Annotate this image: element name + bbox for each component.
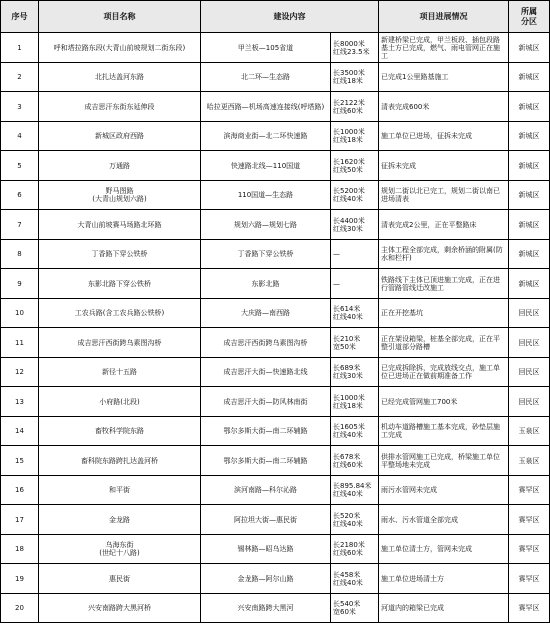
cell-scale: 长4400米 红线30米 [331, 210, 379, 240]
table-row [1, 181, 550, 210]
cell-name: 成吉思汗东街东延伸段 [39, 92, 201, 122]
cell-no: 15 [1, 446, 39, 476]
cell-content: 成吉思汗大街—快速路北线 [201, 358, 331, 387]
cell-district: 新城区 [509, 63, 550, 92]
cell-no: 19 [1, 564, 39, 594]
cell-district: 新城区 [509, 122, 550, 151]
table-row [1, 535, 550, 564]
header-district: 所属 分区 [509, 1, 550, 33]
cell-content: 110国道—生态路 [201, 181, 331, 210]
cell-name: 畜牧科学院东路 [39, 417, 201, 446]
cell-district: 赛罕区 [509, 564, 550, 594]
cell-scale: — [331, 240, 379, 269]
cell-progress: 已完成拆除拆，完成放线交点，施工单位已进场正在做前期准备工作 [379, 358, 509, 387]
table-row [1, 476, 550, 505]
cell-content: 成吉思汗大街—防风林南街 [201, 387, 331, 417]
header-no: 序号 [1, 1, 39, 33]
table-row [1, 269, 550, 299]
table-row [1, 92, 550, 122]
cell-content: 鄂尔多斯大街—南二环辅路 [201, 417, 331, 446]
table-header-row [1, 1, 550, 33]
table-row [1, 122, 550, 151]
cell-name: 新城区政府西路 [39, 122, 201, 151]
cell-name: 万通路 [39, 151, 201, 181]
table-body [1, 33, 550, 623]
cell-scale: 长458米 红线40米 [331, 564, 379, 594]
cell-progress: 规划二街以北已完工，规划二街以南已进场清表 [379, 181, 509, 210]
table-row [1, 210, 550, 240]
cell-district: 回民区 [509, 387, 550, 417]
cell-name: 工农兵路(含工农兵路公铁桥) [39, 299, 201, 328]
cell-district: 回民区 [509, 358, 550, 387]
cell-name: 北扎达盖河东路 [39, 63, 201, 92]
table-row [1, 446, 550, 476]
cell-progress: 施工单位进场清土方 [379, 564, 509, 594]
cell-progress: 已完成1公里路基施工 [379, 63, 509, 92]
cell-progress: 雨水、污水管道全部完成 [379, 505, 509, 535]
cell-progress: 铁路线下主体已顶进施工完成，正在进行管路管线迁改施工 [379, 269, 509, 299]
table-row [1, 328, 550, 358]
table-row [1, 299, 550, 328]
table-row [1, 33, 550, 63]
cell-scale: 长1000米 红线18米 [331, 122, 379, 151]
cell-scale: 长1620米 红线50米 [331, 151, 379, 181]
cell-district: 赛罕区 [509, 505, 550, 535]
cell-name: 惠民街 [39, 564, 201, 594]
cell-progress: 主体工程全部完成，剩余桥涵的附属(防水和栏杆) [379, 240, 509, 269]
cell-progress: 供排水管网施工已完成，桥梁施工单位平整场地未完成 [379, 446, 509, 476]
table-row [1, 564, 550, 594]
cell-district: 玉泉区 [509, 446, 550, 476]
table-row [1, 594, 550, 623]
cell-content: 鄂尔多斯大街—南二环辅路 [201, 446, 331, 476]
cell-no: 4 [1, 122, 39, 151]
cell-district: 新城区 [509, 33, 550, 63]
cell-content: 滨河南路—科尔沁路 [201, 476, 331, 505]
cell-no: 18 [1, 535, 39, 564]
cell-progress: 清表完成600米 [379, 92, 509, 122]
cell-scale: 长2180米 红线60米 [331, 535, 379, 564]
cell-district: 新城区 [509, 92, 550, 122]
cell-no: 6 [1, 181, 39, 210]
cell-scale: 长520米 红线40米 [331, 505, 379, 535]
cell-progress: 新建桥梁已完成，甲兰板段、插包段路基土方已完成，燃气、雨电管网正在施工 [379, 33, 509, 63]
cell-name: 畜科院东路跨扎达盖河桥 [39, 446, 201, 476]
cell-name: 呼和塔拉路东段(大青山前坡规划二街东段) [39, 33, 201, 63]
cell-content: 东影北路 [201, 269, 331, 299]
cell-no: 10 [1, 299, 39, 328]
cell-progress: 施工单位已进场，征拆未完成 [379, 122, 509, 151]
cell-no: 1 [1, 33, 39, 63]
cell-content: 甲兰板—105省道 [201, 33, 331, 63]
cell-district: 新城区 [509, 240, 550, 269]
cell-scale: 长2122米 红线60米 [331, 92, 379, 122]
cell-content: 滨海商业街—北二环快速路 [201, 122, 331, 151]
cell-no: 17 [1, 505, 39, 535]
cell-progress: 施工单位清土方，管网未完成 [379, 535, 509, 564]
cell-no: 5 [1, 151, 39, 181]
cell-scale: 长5200米 红线40米 [331, 181, 379, 210]
cell-no: 11 [1, 328, 39, 358]
cell-scale: 长614米 红线40米 [331, 299, 379, 328]
cell-name: 兴安南路跨大黑河桥 [39, 594, 201, 623]
cell-content: 北二环—生态路 [201, 63, 331, 92]
cell-scale: 长1605米 红线40米 [331, 417, 379, 446]
cell-district: 赛罕区 [509, 594, 550, 623]
cell-progress: 征拆未完成 [379, 151, 509, 181]
cell-district: 赛罕区 [509, 476, 550, 505]
cell-no: 7 [1, 210, 39, 240]
cell-no: 2 [1, 63, 39, 92]
cell-name: 野马图路 (大青山规划六路) [39, 181, 201, 210]
cell-scale: — [331, 269, 379, 299]
cell-name: 和平街 [39, 476, 201, 505]
cell-content: 快速路北线—110国道 [201, 151, 331, 181]
cell-name: 金龙路 [39, 505, 201, 535]
cell-content: 规划六路—规划七路 [201, 210, 331, 240]
cell-progress: 雨污水管网未完成 [379, 476, 509, 505]
cell-no: 13 [1, 387, 39, 417]
cell-content: 哈拉更西路—机场高速连接线(呼塔路) [201, 92, 331, 122]
table-row [1, 417, 550, 446]
cell-scale: 长540米 宽60米 [331, 594, 379, 623]
cell-no: 12 [1, 358, 39, 387]
cell-district: 玉泉区 [509, 417, 550, 446]
cell-scale: 长895.84米 红线40米 [331, 476, 379, 505]
cell-no: 8 [1, 240, 39, 269]
cell-no: 14 [1, 417, 39, 446]
cell-name: 新径十五路 [39, 358, 201, 387]
cell-scale: 长678米 红线60米 [331, 446, 379, 476]
cell-content: 成吉思汗西街跨乌素图沟桥 [201, 328, 331, 358]
cell-district: 新城区 [509, 181, 550, 210]
header-content: 建设内容 [201, 1, 379, 33]
cell-content: 金龙路—阿尔山路 [201, 564, 331, 594]
cell-progress: 机动车道路槽施工基本完成，砂垫层施工完成 [379, 417, 509, 446]
table-row [1, 505, 550, 535]
cell-district: 新城区 [509, 151, 550, 181]
cell-district: 新城区 [509, 210, 550, 240]
cell-content: 锡林路—昭乌达路 [201, 535, 331, 564]
cell-name: 小府路(北段) [39, 387, 201, 417]
cell-no: 20 [1, 594, 39, 623]
cell-content: 大庆路—南西路 [201, 299, 331, 328]
cell-name: 成吉思汗西街跨乌素图沟桥 [39, 328, 201, 358]
cell-progress: 正在开挖基坑 [379, 299, 509, 328]
table-row [1, 358, 550, 387]
cell-district: 赛罕区 [509, 535, 550, 564]
cell-scale: 长689米 红线30米 [331, 358, 379, 387]
cell-name: 东影北路下穿公铁桥 [39, 269, 201, 299]
cell-content: 兴安南路跨大黑河 [201, 594, 331, 623]
cell-progress: 正在架设箱梁，桩基全部完成，正在平整引道部分路槽 [379, 328, 509, 358]
cell-progress: 已经完成管网施工700米 [379, 387, 509, 417]
header-name: 项目名称 [39, 1, 201, 33]
table-row [1, 240, 550, 269]
cell-name: 丁香路下穿公铁桥 [39, 240, 201, 269]
table-row [1, 387, 550, 417]
cell-name: 大青山前坡赛马场路北环路 [39, 210, 201, 240]
table-row [1, 151, 550, 181]
cell-district: 回民区 [509, 299, 550, 328]
cell-progress: 河道内的箱梁已完成 [379, 594, 509, 623]
cell-scale: 长8000米 红线23.5米 [331, 33, 379, 63]
cell-no: 16 [1, 476, 39, 505]
cell-no: 9 [1, 269, 39, 299]
cell-content: 阿拉坦大街—惠民街 [201, 505, 331, 535]
cell-progress: 清表完成2公里，正在平整路床 [379, 210, 509, 240]
cell-scale: 长3500米 红线18米 [331, 63, 379, 92]
cell-name: 乌海东街 (世纪十八路) [39, 535, 201, 564]
cell-district: 新城区 [509, 269, 550, 299]
cell-no: 3 [1, 92, 39, 122]
header-progress: 项目进展情况 [379, 1, 509, 33]
cell-district: 回民区 [509, 328, 550, 358]
cell-content: 丁香路下穿公铁桥 [201, 240, 331, 269]
cell-scale: 长1000米 红线18米 [331, 387, 379, 417]
cell-scale: 长210米 宽50米 [331, 328, 379, 358]
table-row [1, 63, 550, 92]
